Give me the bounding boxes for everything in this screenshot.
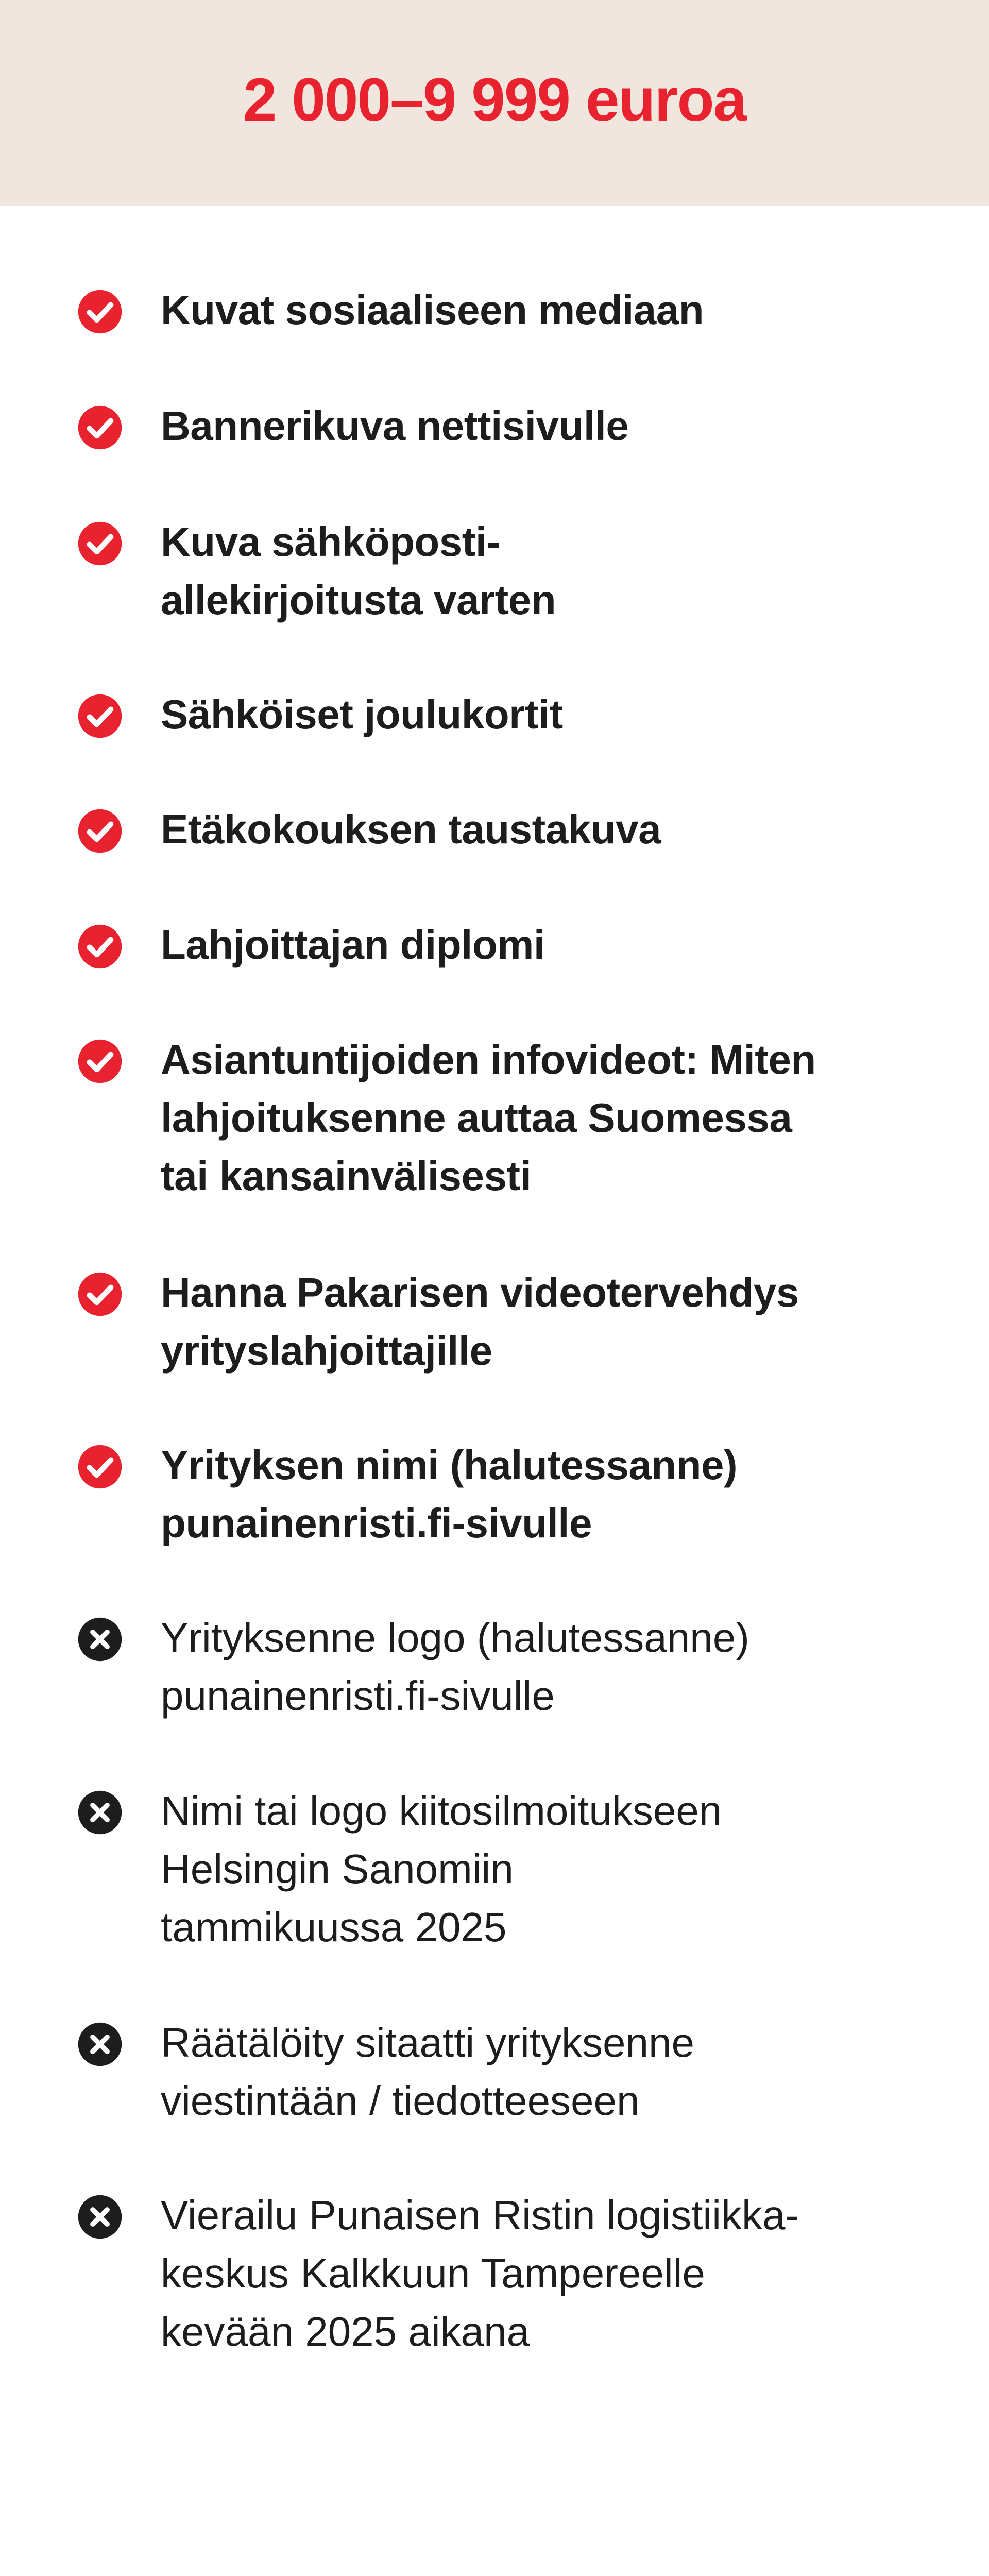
check-circle-icon [77,521,123,566]
header-banner [0,0,989,206]
page-title: 2 000–9 999 euroa [243,66,746,134]
benefit-text: Räätälöity sitaatti yrityksenne viestintään / tiedotteeseen [161,2020,695,2124]
benefit-item-included [161,1030,933,1205]
benefit-item-included [161,281,933,339]
check-circle-icon [77,1272,123,1317]
benefit-item-excluded [161,2013,933,2130]
benefit-text: Yrityksen nimi (halutessanne) punainenristi.fi-sivulle [161,1442,738,1546]
benefit-text: Sähköiset joulukortit [161,691,563,737]
check-circle-icon [77,693,123,739]
benefit-item-included [161,685,933,743]
benefit-item-excluded [161,1782,933,1956]
benefit-item-included [161,1263,933,1380]
x-circle-icon [77,1617,123,1662]
check-circle-icon [77,289,123,334]
benefit-text: Nimi tai logo kiitosilmoitukseen Helsingin Sanomiin tammikuussa 2025 [161,1788,722,1950]
benefit-item-included [161,800,933,858]
benefit-item-excluded [161,1608,933,1725]
benefit-item-excluded [161,2186,933,2361]
check-circle-icon [77,924,123,969]
benefit-item-included [161,1436,933,1552]
check-circle-icon [77,405,123,450]
benefit-text: Etäkokouksen taustakuva [161,806,661,852]
benefit-item-included [161,513,933,629]
x-circle-icon [77,2022,123,2067]
check-circle-icon [77,1039,123,1084]
benefit-text: Yrityksenne logo (halutessanne) punainenristi.fi-sivulle [161,1615,749,1719]
benefit-text: Asiantuntijoiden infovideot: Miten lahjoituksenne auttaa Suomessa tai kansainvälisesti [161,1037,816,1199]
benefit-text: Kuvat sosiaaliseen mediaan [161,287,704,333]
benefit-text: Hanna Pakarisen videotervehdys yrityslahjoittajille [161,1269,799,1374]
benefit-item-included [161,397,933,455]
x-circle-icon [77,2194,123,2240]
benefit-text: Bannerikuva nettisivulle [161,403,629,449]
benefit-text: Kuva sähköposti- allekirjoitusta varten [161,519,556,623]
check-circle-icon [77,808,123,854]
benefit-item-included [161,916,933,974]
x-circle-icon [77,1790,123,1835]
benefit-text: Lahjoittajan diplomi [161,922,545,968]
check-circle-icon [77,1444,123,1489]
benefit-text: Vierailu Punaisen Ristin logistiikka- keskus Kalkkuun Tampereelle kevään 2025 aikana [161,2192,799,2354]
